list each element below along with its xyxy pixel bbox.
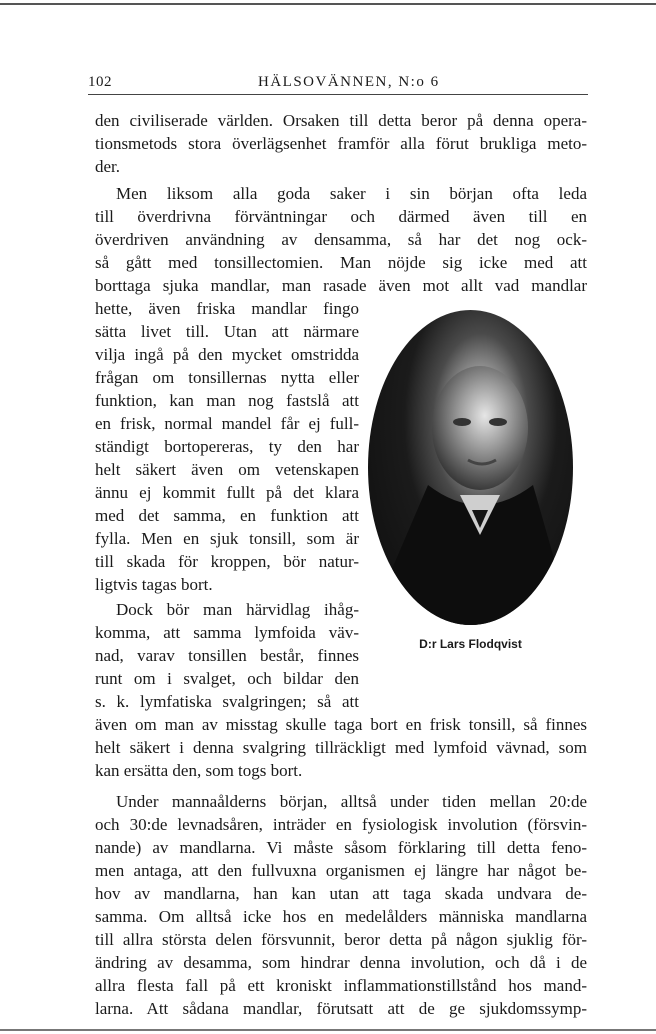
text-line: runt om i svalget, och bildar den	[95, 669, 359, 688]
text-line: och 30:de levnadsåren, inträder en fysiologisk involution (försvin-	[95, 815, 587, 834]
text-line: överdriven användning av densamma, så har det nog ock-	[95, 230, 587, 249]
text-line: samma. Om alltså icke hos en medelålders människa mandlarna	[95, 907, 587, 926]
text-line: ligtvis tagas bort.	[95, 575, 213, 594]
text-line: men antaga, att den fullvuxna organismen ej längre har något be-	[95, 861, 587, 880]
text-line: frågan om tonsillernas nytta eller	[95, 368, 359, 387]
page-number: 102	[88, 74, 112, 90]
bottom-edge-rule	[0, 1029, 656, 1031]
text-line: funktion, kan man nog fastslå att	[95, 391, 359, 410]
text-line: hette, även friska mandlar fingo	[95, 299, 359, 318]
text-line: Under mannaålderns början, alltså under tiden mellan 20:de	[116, 792, 587, 811]
text-line: till allra största delen försvunnit, beror detta på någon sjuklig för-	[95, 930, 587, 949]
text-line: sätta livet till. Utan att närmare	[95, 322, 359, 341]
text-line: till överdrivna förväntningar och därmed även till en	[95, 207, 587, 226]
text-line: Men liksom alla goda saker i sin början ofta leda	[116, 184, 587, 203]
text-line: Dock bör man härvidlag ihåg-	[116, 600, 359, 619]
portrait-figure	[368, 310, 573, 625]
text-line: kan ersätta den, som togs bort.	[95, 761, 303, 780]
text-line: borttaga sjuka mandlar, man rasade även mot allt vad mandlar	[95, 276, 587, 295]
text-line: komma, att samma lymfoida väv-	[95, 623, 359, 642]
portrait-photo	[368, 310, 573, 625]
text-line: helt säkert även om vetenskapen	[95, 460, 359, 479]
text-line: nad, varav tonsillen består, finnes	[95, 646, 359, 665]
text-line: nande) av mandlarna. Vi måste såsom förklaring till detta feno-	[95, 838, 587, 857]
text-line: fylla. Men en sjuk tonsill, som är	[95, 529, 359, 548]
text-line: så gått med tonsillectomien. Man nöjde sig icke med att	[95, 253, 587, 272]
text-line: den civiliserade världen. Orsaken till detta beror på denna opera-	[95, 111, 587, 130]
text-line: med det samma, en funktion att	[95, 506, 359, 525]
text-line: även om man av misstag skulle taga bort en frisk tonsill, så finnes	[95, 715, 587, 734]
text-line: till skada för kroppen, bör natur-	[95, 552, 359, 571]
text-line: ständigt bortopereras, ty den har	[95, 437, 359, 456]
text-line: helt säkert i denna svalgring tillräckligt med lymfoid vävnad, som	[95, 738, 587, 757]
top-edge-rule	[0, 3, 656, 5]
text-line: larna. Att sådana mandlar, förutsatt att de ge sjukdomssymp-	[95, 999, 587, 1018]
figure-caption: D:r Lars Flodqvist	[419, 637, 522, 651]
text-line: ändring av desamma, som hindrar denna involution, och då i de	[95, 953, 587, 972]
running-title: HÄLSOVÄNNEN, N:o 6	[258, 74, 440, 90]
text-line: tionsmetods stora överlägsenhet framför alla förut brukliga meto-	[95, 134, 587, 153]
text-line: en frisk, normal mandel får ej full-	[95, 414, 359, 433]
text-line: ännu ej kommit fullt på det klara	[95, 483, 359, 502]
page-header	[88, 74, 588, 95]
text-line: vilja ingå på den mycket omstridda	[95, 345, 359, 364]
text-line: allra flesta fall på ett kroniskt inflammationstillstånd hos mand-	[95, 976, 587, 995]
text-line: der.	[95, 157, 121, 176]
text-line: s. k. lymfatiska svalgringen; så att	[95, 692, 359, 711]
text-line: hov av mandlarna, han kan utan att taga skada undvara de-	[95, 884, 587, 903]
